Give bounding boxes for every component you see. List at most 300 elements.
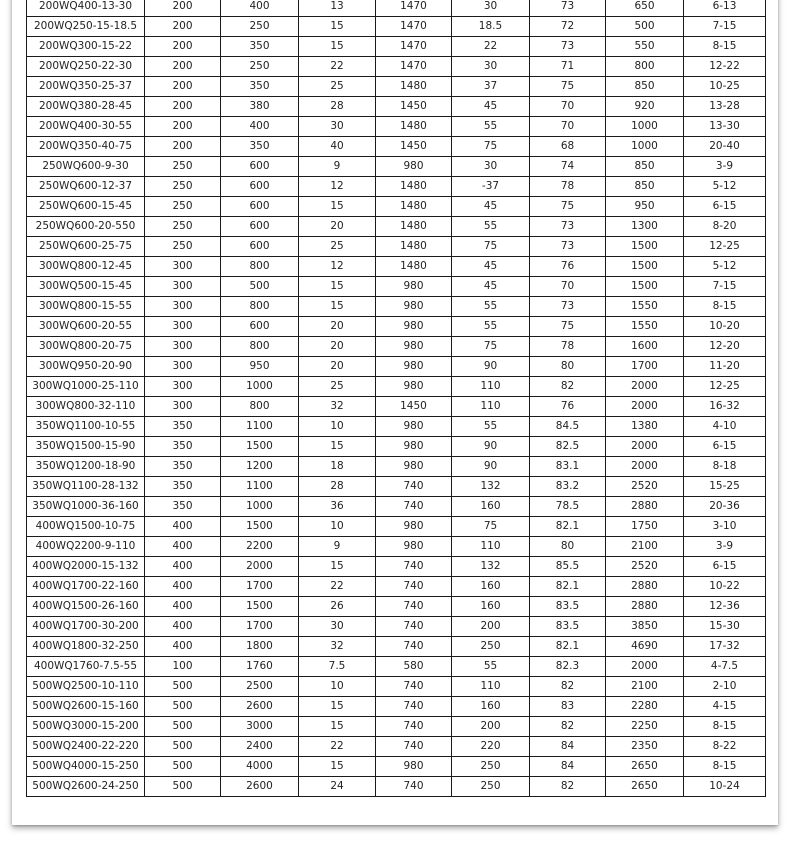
cell-power: 30 — [452, 157, 530, 177]
cell-head-range: 4-15 — [684, 697, 766, 717]
cell-power: 45 — [452, 277, 530, 297]
cell-head-range: 13-30 — [684, 117, 766, 137]
cell-model: 500WQ2600-15-160 — [27, 697, 145, 717]
table-row — [27, 57, 766, 77]
cell-efficiency: 80 — [530, 357, 606, 377]
table-row — [27, 757, 766, 777]
cell-model: 200WQ250-15-18.5 — [27, 17, 145, 37]
cell-power: 90 — [452, 437, 530, 457]
cell-weight: 2280 — [606, 697, 684, 717]
table-row — [27, 557, 766, 577]
cell-speed: 980 — [376, 457, 452, 477]
cell-speed: 980 — [376, 517, 452, 537]
cell-weight: 1750 — [606, 517, 684, 537]
table-body — [27, 0, 766, 797]
cell-speed: 740 — [376, 697, 452, 717]
cell-flow: 1500 — [221, 437, 299, 457]
cell-efficiency: 70 — [530, 97, 606, 117]
cell-flow: 1760 — [221, 657, 299, 677]
cell-efficiency: 75 — [530, 77, 606, 97]
cell-diameter: 300 — [145, 277, 221, 297]
cell-head: 15 — [299, 697, 376, 717]
cell-efficiency: 83.5 — [530, 597, 606, 617]
cell-speed: 1480 — [376, 177, 452, 197]
cell-flow: 380 — [221, 97, 299, 117]
cell-model: 200WQ400-30-55 — [27, 117, 145, 137]
cell-head: 20 — [299, 357, 376, 377]
cell-speed: 1450 — [376, 97, 452, 117]
cell-flow: 600 — [221, 237, 299, 257]
table-row — [27, 477, 766, 497]
cell-diameter: 400 — [145, 557, 221, 577]
cell-efficiency: 70 — [530, 277, 606, 297]
cell-head-range: 8-15 — [684, 297, 766, 317]
cell-weight: 2650 — [606, 777, 684, 797]
cell-power: 45 — [452, 257, 530, 277]
cell-diameter: 400 — [145, 597, 221, 617]
cell-speed: 740 — [376, 777, 452, 797]
table-row — [27, 397, 766, 417]
cell-model: 500WQ3000-15-200 — [27, 717, 145, 737]
cell-speed: 740 — [376, 737, 452, 757]
cell-power: 30 — [452, 0, 530, 17]
cell-power: 110 — [452, 537, 530, 557]
cell-head-range: 5-12 — [684, 257, 766, 277]
cell-power: 160 — [452, 597, 530, 617]
cell-speed: 740 — [376, 577, 452, 597]
cell-speed: 740 — [376, 717, 452, 737]
cell-model: 250WQ600-25-75 — [27, 237, 145, 257]
cell-model: 500WQ2500-10-110 — [27, 677, 145, 697]
cell-weight: 500 — [606, 17, 684, 37]
cell-diameter: 350 — [145, 437, 221, 457]
cell-head-range: 6-15 — [684, 437, 766, 457]
cell-weight: 1550 — [606, 297, 684, 317]
cell-model: 300WQ600-20-55 — [27, 317, 145, 337]
cell-head: 25 — [299, 77, 376, 97]
cell-head-range: 12-25 — [684, 237, 766, 257]
cell-flow: 350 — [221, 37, 299, 57]
table-row — [27, 497, 766, 517]
cell-head-range: 6-13 — [684, 0, 766, 17]
table-row — [27, 457, 766, 477]
cell-diameter: 300 — [145, 297, 221, 317]
cell-weight: 1500 — [606, 237, 684, 257]
cell-model: 300WQ800-20-75 — [27, 337, 145, 357]
cell-power: 110 — [452, 377, 530, 397]
table-row — [27, 0, 766, 17]
cell-speed: 1480 — [376, 217, 452, 237]
cell-model: 200WQ400-13-30 — [27, 0, 145, 17]
cell-speed: 980 — [376, 317, 452, 337]
cell-efficiency: 83.2 — [530, 477, 606, 497]
cell-head-range: 3-9 — [684, 157, 766, 177]
cell-head-range: 16-32 — [684, 397, 766, 417]
cell-weight: 850 — [606, 177, 684, 197]
cell-flow: 2000 — [221, 557, 299, 577]
cell-head-range: 13-28 — [684, 97, 766, 117]
cell-head: 12 — [299, 177, 376, 197]
table-row — [27, 717, 766, 737]
cell-power: 55 — [452, 297, 530, 317]
cell-diameter: 250 — [145, 217, 221, 237]
cell-model: 500WQ4000-15-250 — [27, 757, 145, 777]
cell-flow: 950 — [221, 357, 299, 377]
cell-speed: 740 — [376, 677, 452, 697]
cell-flow: 350 — [221, 77, 299, 97]
cell-diameter: 200 — [145, 137, 221, 157]
cell-speed: 980 — [376, 417, 452, 437]
cell-flow: 250 — [221, 17, 299, 37]
cell-efficiency: 73 — [530, 37, 606, 57]
cell-weight: 1500 — [606, 277, 684, 297]
cell-diameter: 400 — [145, 577, 221, 597]
cell-head: 18 — [299, 457, 376, 477]
cell-diameter: 200 — [145, 17, 221, 37]
cell-head: 22 — [299, 57, 376, 77]
cell-model: 350WQ1500-15-90 — [27, 437, 145, 457]
cell-speed: 1470 — [376, 57, 452, 77]
cell-model: 250WQ600-20-550 — [27, 217, 145, 237]
cell-power: 30 — [452, 57, 530, 77]
cell-flow: 600 — [221, 177, 299, 197]
cell-speed: 980 — [376, 377, 452, 397]
table-row — [27, 77, 766, 97]
cell-flow: 1700 — [221, 577, 299, 597]
cell-head-range: 6-15 — [684, 557, 766, 577]
cell-efficiency: 84.5 — [530, 417, 606, 437]
cell-weight: 2350 — [606, 737, 684, 757]
cell-efficiency: 85.5 — [530, 557, 606, 577]
cell-speed: 980 — [376, 437, 452, 457]
table-row — [27, 157, 766, 177]
cell-power: 45 — [452, 197, 530, 217]
cell-speed: 980 — [376, 337, 452, 357]
cell-diameter: 400 — [145, 537, 221, 557]
table-row — [27, 317, 766, 337]
cell-efficiency: 84 — [530, 737, 606, 757]
cell-model: 300WQ800-32-110 — [27, 397, 145, 417]
cell-efficiency: 83 — [530, 697, 606, 717]
cell-model: 400WQ1700-22-160 — [27, 577, 145, 597]
cell-flow: 600 — [221, 157, 299, 177]
cell-head: 28 — [299, 97, 376, 117]
cell-power: 132 — [452, 477, 530, 497]
cell-head-range: 11-20 — [684, 357, 766, 377]
cell-weight: 2880 — [606, 497, 684, 517]
cell-diameter: 250 — [145, 237, 221, 257]
cell-power: 250 — [452, 637, 530, 657]
cell-diameter: 400 — [145, 517, 221, 537]
cell-diameter: 300 — [145, 397, 221, 417]
cell-efficiency: 73 — [530, 0, 606, 17]
cell-head-range: 8-15 — [684, 757, 766, 777]
cell-efficiency: 82 — [530, 777, 606, 797]
cell-diameter: 200 — [145, 37, 221, 57]
cell-flow: 250 — [221, 57, 299, 77]
cell-head: 15 — [299, 37, 376, 57]
cell-weight: 1700 — [606, 357, 684, 377]
cell-weight: 850 — [606, 157, 684, 177]
cell-flow: 1700 — [221, 617, 299, 637]
table-row — [27, 137, 766, 157]
cell-model: 200WQ350-40-75 — [27, 137, 145, 157]
cell-efficiency: 73 — [530, 237, 606, 257]
cell-efficiency: 73 — [530, 217, 606, 237]
cell-diameter: 500 — [145, 677, 221, 697]
table-row — [27, 617, 766, 637]
cell-efficiency: 82.1 — [530, 637, 606, 657]
table-row — [27, 17, 766, 37]
cell-head-range: 10-25 — [684, 77, 766, 97]
cell-diameter: 100 — [145, 657, 221, 677]
cell-model: 400WQ2200-9-110 — [27, 537, 145, 557]
cell-speed: 580 — [376, 657, 452, 677]
cell-weight: 1550 — [606, 317, 684, 337]
cell-speed: 1470 — [376, 0, 452, 17]
cell-flow: 800 — [221, 297, 299, 317]
cell-head: 7.5 — [299, 657, 376, 677]
cell-flow: 800 — [221, 337, 299, 357]
cell-model: 400WQ1760-7.5-55 — [27, 657, 145, 677]
cell-power: 55 — [452, 657, 530, 677]
cell-speed: 980 — [376, 357, 452, 377]
cell-weight: 2650 — [606, 757, 684, 777]
cell-efficiency: 82.1 — [530, 517, 606, 537]
cell-efficiency: 74 — [530, 157, 606, 177]
table-row — [27, 37, 766, 57]
cell-flow: 400 — [221, 117, 299, 137]
cell-power: 55 — [452, 317, 530, 337]
cell-head: 10 — [299, 417, 376, 437]
table-row — [27, 577, 766, 597]
cell-weight: 1000 — [606, 137, 684, 157]
cell-head: 20 — [299, 317, 376, 337]
cell-flow: 400 — [221, 0, 299, 17]
cell-weight: 1380 — [606, 417, 684, 437]
cell-weight: 2520 — [606, 557, 684, 577]
cell-diameter: 350 — [145, 417, 221, 437]
cell-flow: 500 — [221, 277, 299, 297]
cell-model: 200WQ380-28-45 — [27, 97, 145, 117]
cell-speed: 980 — [376, 277, 452, 297]
cell-speed: 980 — [376, 157, 452, 177]
cell-head-range: 7-15 — [684, 277, 766, 297]
cell-head: 15 — [299, 717, 376, 737]
cell-efficiency: 75 — [530, 197, 606, 217]
cell-weight: 2880 — [606, 577, 684, 597]
cell-power: 250 — [452, 777, 530, 797]
cell-weight: 2000 — [606, 397, 684, 417]
cell-efficiency: 76 — [530, 257, 606, 277]
cell-head-range: 6-15 — [684, 197, 766, 217]
cell-flow: 800 — [221, 397, 299, 417]
cell-flow: 600 — [221, 197, 299, 217]
cell-flow: 1500 — [221, 597, 299, 617]
cell-speed: 740 — [376, 477, 452, 497]
cell-model: 500WQ2600-24-250 — [27, 777, 145, 797]
cell-head-range: 12-36 — [684, 597, 766, 617]
pump-spec-table — [26, 0, 766, 797]
cell-diameter: 500 — [145, 757, 221, 777]
cell-head: 13 — [299, 0, 376, 17]
cell-flow: 1200 — [221, 457, 299, 477]
cell-head-range: 8-20 — [684, 217, 766, 237]
cell-efficiency: 84 — [530, 757, 606, 777]
cell-head-range: 4-7.5 — [684, 657, 766, 677]
cell-power: 160 — [452, 697, 530, 717]
cell-power: 160 — [452, 577, 530, 597]
cell-head: 28 — [299, 477, 376, 497]
cell-head-range: 12-20 — [684, 337, 766, 357]
cell-speed: 1480 — [376, 77, 452, 97]
cell-efficiency: 82 — [530, 377, 606, 397]
cell-efficiency: 80 — [530, 537, 606, 557]
document-page — [12, 0, 778, 825]
table-row — [27, 657, 766, 677]
cell-head: 15 — [299, 757, 376, 777]
cell-diameter: 200 — [145, 97, 221, 117]
cell-head-range: 12-25 — [684, 377, 766, 397]
cell-model: 250WQ600-15-45 — [27, 197, 145, 217]
cell-weight: 2250 — [606, 717, 684, 737]
table-row — [27, 677, 766, 697]
cell-power: -37 — [452, 177, 530, 197]
table-row — [27, 297, 766, 317]
cell-head-range: 17-32 — [684, 637, 766, 657]
cell-head: 15 — [299, 277, 376, 297]
cell-flow: 600 — [221, 217, 299, 237]
cell-head-range: 8-15 — [684, 37, 766, 57]
cell-diameter: 350 — [145, 477, 221, 497]
cell-weight: 2520 — [606, 477, 684, 497]
cell-model: 350WQ1100-10-55 — [27, 417, 145, 437]
cell-power: 37 — [452, 77, 530, 97]
cell-speed: 740 — [376, 557, 452, 577]
table-row — [27, 437, 766, 457]
cell-diameter: 500 — [145, 777, 221, 797]
cell-weight: 850 — [606, 77, 684, 97]
cell-speed: 740 — [376, 637, 452, 657]
cell-flow: 350 — [221, 137, 299, 157]
cell-diameter: 350 — [145, 457, 221, 477]
cell-power: 90 — [452, 357, 530, 377]
cell-head-range: 8-22 — [684, 737, 766, 757]
cell-efficiency: 73 — [530, 297, 606, 317]
cell-efficiency: 82.1 — [530, 577, 606, 597]
cell-speed: 980 — [376, 297, 452, 317]
cell-power: 132 — [452, 557, 530, 577]
cell-power: 55 — [452, 217, 530, 237]
cell-flow: 2400 — [221, 737, 299, 757]
cell-flow: 600 — [221, 317, 299, 337]
cell-flow: 4000 — [221, 757, 299, 777]
cell-efficiency: 82.5 — [530, 437, 606, 457]
cell-head: 26 — [299, 597, 376, 617]
cell-efficiency: 78 — [530, 337, 606, 357]
cell-head-range: 5-12 — [684, 177, 766, 197]
cell-diameter: 500 — [145, 737, 221, 757]
cell-head: 25 — [299, 237, 376, 257]
cell-model: 500WQ2400-22-220 — [27, 737, 145, 757]
cell-flow: 2200 — [221, 537, 299, 557]
cell-weight: 1500 — [606, 257, 684, 277]
cell-efficiency: 82.3 — [530, 657, 606, 677]
cell-speed: 980 — [376, 537, 452, 557]
cell-head: 25 — [299, 377, 376, 397]
table-row — [27, 257, 766, 277]
cell-head-range: 4-10 — [684, 417, 766, 437]
cell-diameter: 300 — [145, 317, 221, 337]
table-row — [27, 777, 766, 797]
cell-head-range: 10-20 — [684, 317, 766, 337]
cell-power: 18.5 — [452, 17, 530, 37]
cell-head-range: 3-10 — [684, 517, 766, 537]
cell-head: 22 — [299, 737, 376, 757]
cell-flow: 1000 — [221, 377, 299, 397]
cell-head: 24 — [299, 777, 376, 797]
cell-head: 20 — [299, 217, 376, 237]
cell-model: 400WQ1500-10-75 — [27, 517, 145, 537]
cell-speed: 1480 — [376, 197, 452, 217]
table-row — [27, 277, 766, 297]
cell-flow: 3000 — [221, 717, 299, 737]
cell-power: 55 — [452, 117, 530, 137]
cell-head-range: 8-18 — [684, 457, 766, 477]
cell-flow: 1800 — [221, 637, 299, 657]
cell-head-range: 15-30 — [684, 617, 766, 637]
cell-diameter: 500 — [145, 697, 221, 717]
cell-model: 200WQ300-15-22 — [27, 37, 145, 57]
cell-head: 15 — [299, 557, 376, 577]
cell-power: 250 — [452, 757, 530, 777]
cell-efficiency: 72 — [530, 17, 606, 37]
cell-weight: 2880 — [606, 597, 684, 617]
cell-weight: 2100 — [606, 537, 684, 557]
cell-model: 300WQ800-12-45 — [27, 257, 145, 277]
cell-efficiency: 71 — [530, 57, 606, 77]
cell-head-range: 3-9 — [684, 537, 766, 557]
cell-efficiency: 82 — [530, 717, 606, 737]
cell-weight: 920 — [606, 97, 684, 117]
cell-efficiency: 68 — [530, 137, 606, 157]
cell-weight: 2000 — [606, 457, 684, 477]
cell-power: 55 — [452, 417, 530, 437]
cell-head: 32 — [299, 397, 376, 417]
table-row — [27, 177, 766, 197]
cell-weight: 550 — [606, 37, 684, 57]
table-row — [27, 357, 766, 377]
cell-model: 300WQ500-15-45 — [27, 277, 145, 297]
table-row — [27, 377, 766, 397]
cell-head: 9 — [299, 157, 376, 177]
cell-power: 75 — [452, 137, 530, 157]
table-row — [27, 217, 766, 237]
cell-weight: 650 — [606, 0, 684, 17]
cell-head: 15 — [299, 197, 376, 217]
cell-diameter: 350 — [145, 497, 221, 517]
cell-efficiency: 83.1 — [530, 457, 606, 477]
cell-weight: 2000 — [606, 377, 684, 397]
cell-diameter: 500 — [145, 717, 221, 737]
cell-weight: 3850 — [606, 617, 684, 637]
cell-diameter: 300 — [145, 257, 221, 277]
cell-efficiency: 82 — [530, 677, 606, 697]
cell-speed: 1450 — [376, 137, 452, 157]
cell-efficiency: 78 — [530, 177, 606, 197]
cell-speed: 740 — [376, 597, 452, 617]
cell-weight: 4690 — [606, 637, 684, 657]
